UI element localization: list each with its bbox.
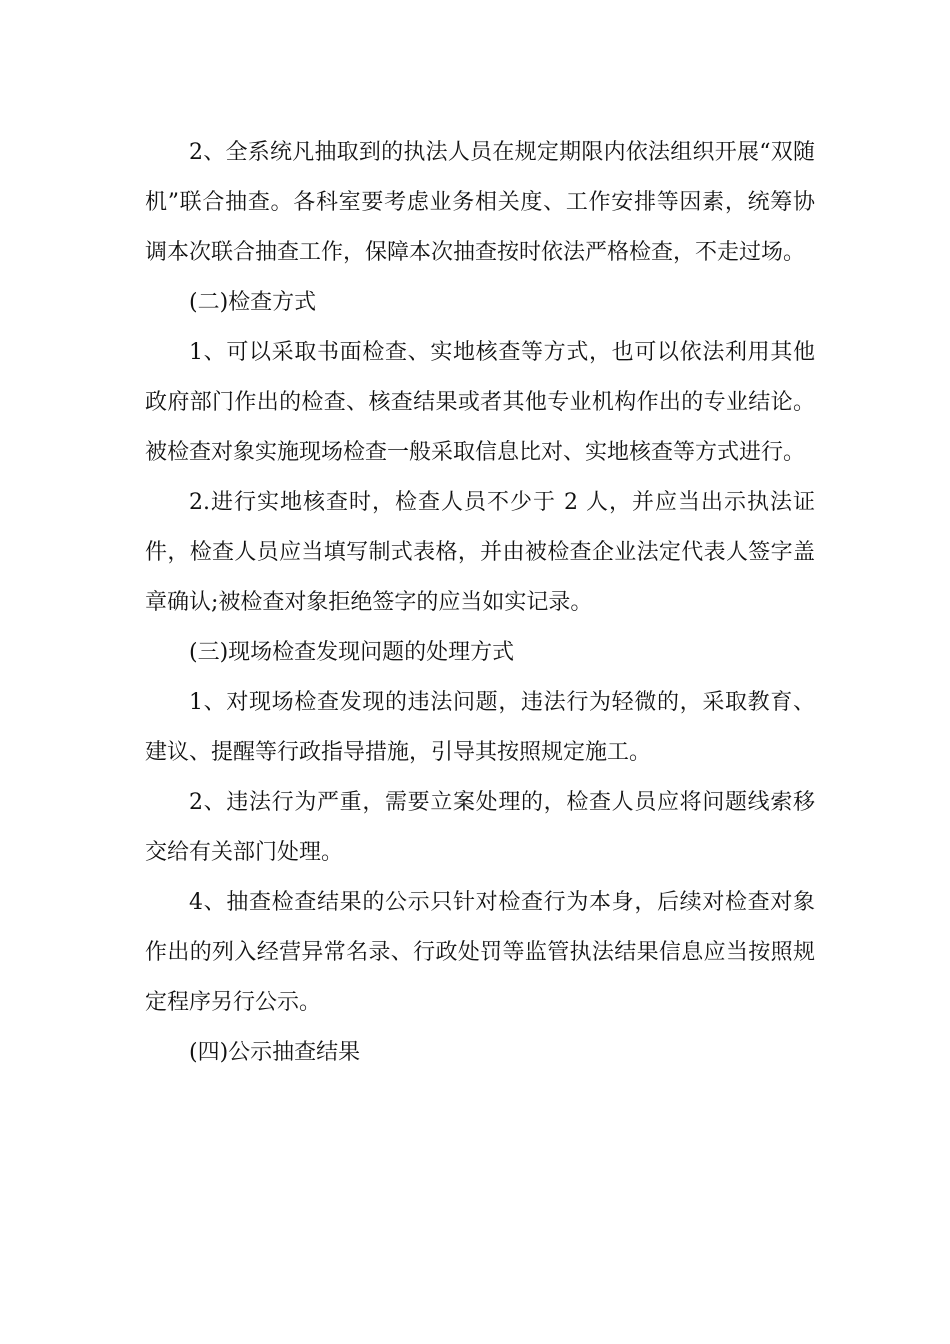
- paragraph-handling-2: 2、违法行为严重，需要立案处理的，检查人员应将问题线索移交给有关部门处理。: [145, 790, 815, 865]
- paragraph-handling-1: 1、对现场检查发现的违法问题，违法行为轻微的，采取教育、建议、提醒等行政指导措施，引导其按照规定施工。: [145, 690, 815, 765]
- paragraph-method-1: 1、可以采取书面检查、实地核查等方式，也可以依法利用其他政府部门作出的检查、核查结果或者其他专业机构作出的专业结论。被检查对象实施现场检查一般采取信息比对、实地核查等方式进行。: [145, 340, 815, 465]
- paragraph-method-2: 2.进行实地核查时，检查人员不少于 2 人，并应当出示执法证件，检查人员应当填写制式表格，并由被检查企业法定代表人签字盖章确认;被检查对象拒绝签字的应当如实记录。: [145, 490, 815, 615]
- document-body: [145, 128, 815, 1078]
- section-heading-problem-handling: (三)现场检查发现问题的处理方式: [189, 640, 515, 665]
- paragraph-joint-inspection: 2、全系统凡抽取到的执法人员在规定期限内依法组织开展“双随机”联合抽查。各科室要考虑业务相关度、工作安排等因素，统筹协调本次联合抽查工作，保障本次抽查按时依法严格检查，不走过场。: [145, 140, 815, 265]
- paragraph-handling-4: 4、抽查检查结果的公示只针对检查行为本身，后续对检查对象作出的列入经营异常名录、行政处罚等监管执法结果信息应当按照规定程序另行公示。: [145, 890, 815, 1015]
- section-heading-publish-results: (四)公示抽查结果: [189, 1040, 361, 1065]
- section-heading-inspection-method: (二)检查方式: [189, 290, 317, 315]
